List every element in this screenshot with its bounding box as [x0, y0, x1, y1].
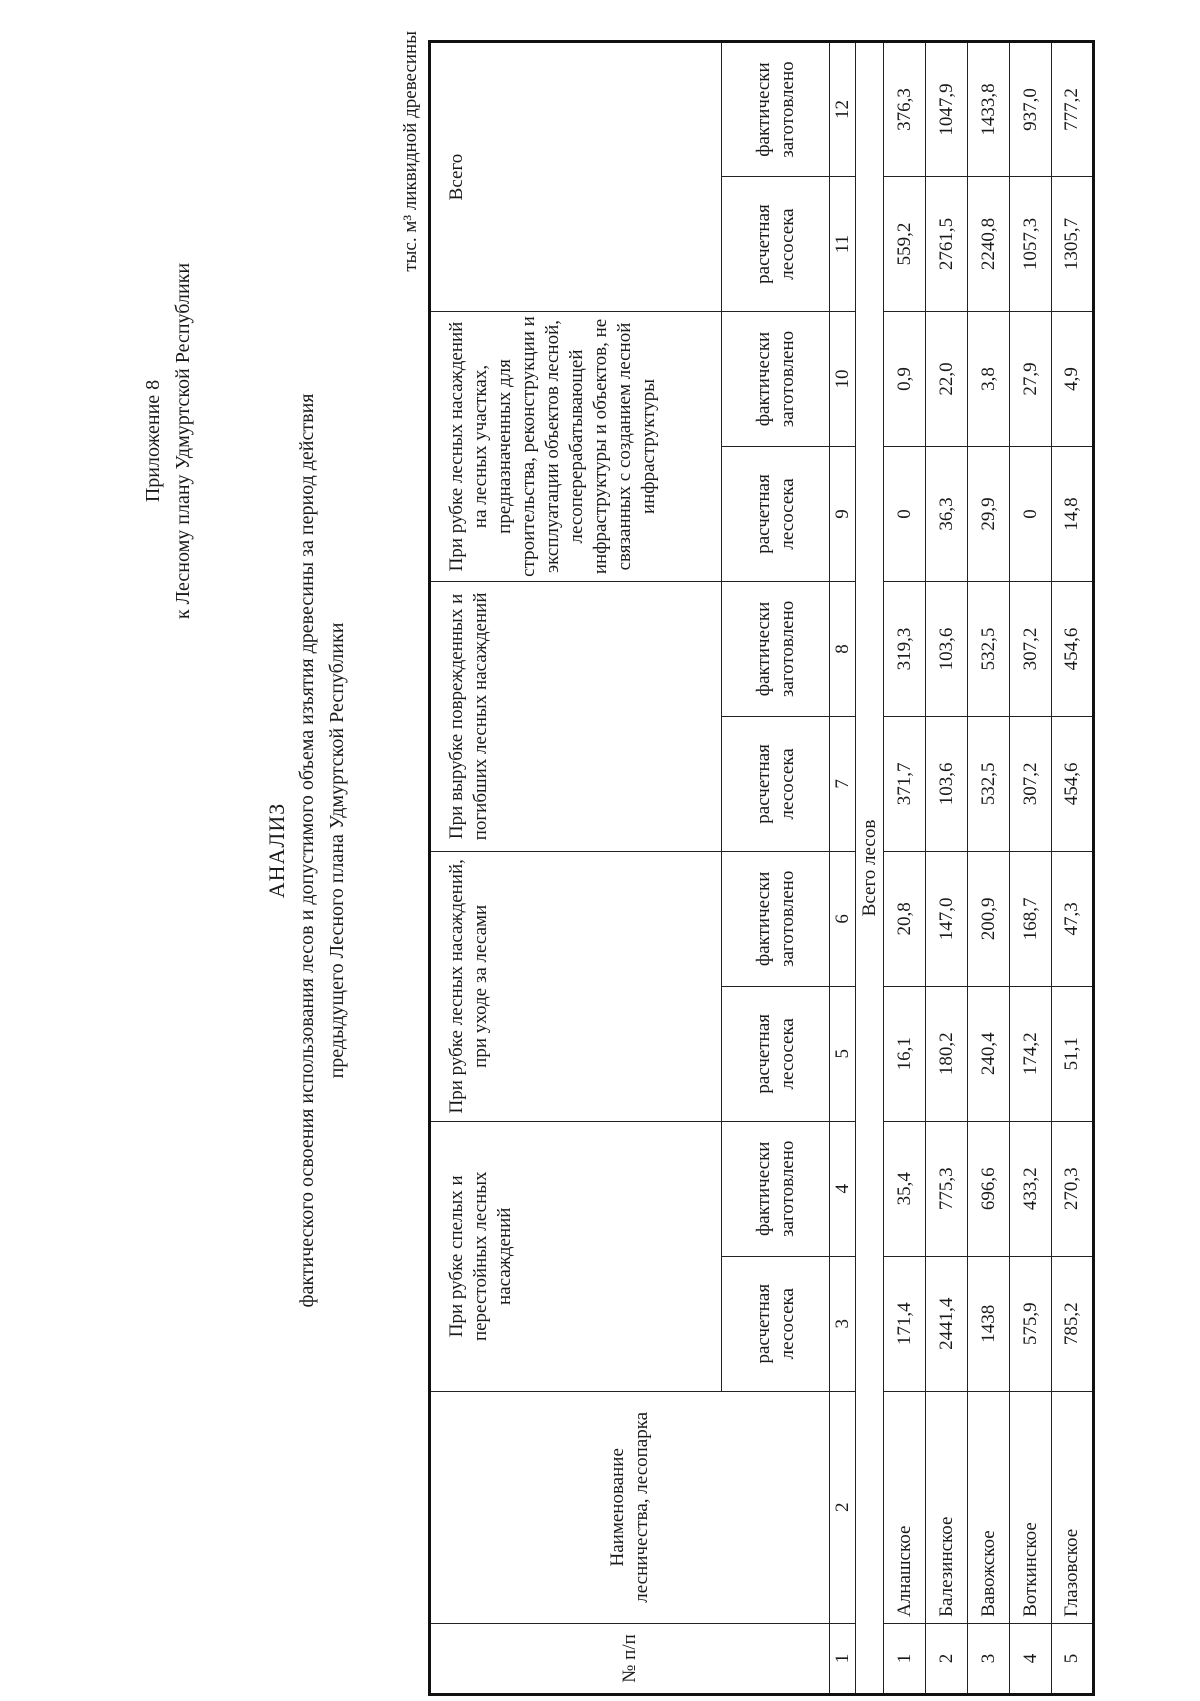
cell-value: 27,9 — [1010, 312, 1052, 447]
row-number: 2 — [926, 1623, 968, 1694]
cell-value: 777,2 — [1052, 42, 1094, 177]
col-number: 8 — [830, 581, 856, 716]
appendix-note — [138, 181, 198, 701]
unit-label: тыс. м³ ликвидной древесины — [400, 31, 421, 272]
title-line-1: фактического освоения использования лесов и допустимого объема изъятия древесины за период действия — [296, 393, 318, 1308]
title-line-2: предыдущего Лесного плана Удмуртской Республики — [326, 622, 348, 1079]
cell-value: 270,3 — [1052, 1121, 1094, 1256]
forestry-name: Вавожское — [968, 1391, 1010, 1623]
header-group-care: При рубке лесных насаждений, при уходе за лесами — [430, 851, 722, 1121]
sub-planned: расчетная лесосека — [722, 986, 830, 1121]
cell-value: 103,6 — [926, 581, 968, 716]
col-number: 3 — [830, 1256, 856, 1391]
sub-planned: расчетная лесосека — [722, 447, 830, 582]
section-row — [856, 42, 884, 1695]
col-number: 4 — [830, 1121, 856, 1256]
cell-value: 937,0 — [1010, 42, 1052, 177]
cell-value: 168,7 — [1010, 851, 1052, 986]
header-group-mature: При рубке спелых и перестойных лесных насаждений — [430, 1121, 722, 1391]
cell-value: 1438 — [968, 1256, 1010, 1391]
row-number: 3 — [968, 1623, 1010, 1694]
cell-value: 240,4 — [968, 986, 1010, 1121]
cell-value: 2240,8 — [968, 177, 1010, 312]
cell-value: 575,9 — [1010, 1256, 1052, 1391]
cell-value: 532,5 — [968, 716, 1010, 851]
cell-value: 785,2 — [1052, 1256, 1094, 1391]
cell-value: 22,0 — [926, 312, 968, 447]
table-row — [968, 42, 1010, 1695]
forestry-name: Воткинское — [1010, 1391, 1052, 1623]
col-number: 7 — [830, 716, 856, 851]
table-row — [884, 42, 926, 1695]
cell-value: 3,8 — [968, 312, 1010, 447]
cell-value: 1305,7 — [1052, 177, 1094, 312]
cell-value: 4,9 — [1052, 312, 1094, 447]
col-number: 5 — [830, 986, 856, 1121]
table-row — [926, 42, 968, 1695]
header-num: № п/п — [430, 1623, 830, 1694]
cell-value: 433,2 — [1010, 1121, 1052, 1256]
cell-value: 174,2 — [1010, 986, 1052, 1121]
cell-value: 51,1 — [1052, 986, 1094, 1121]
cell-value: 29,9 — [968, 447, 1010, 582]
forestry-name: Глазовское — [1052, 1391, 1094, 1623]
cell-value: 1047,9 — [926, 42, 968, 177]
cell-value: 559,2 — [884, 177, 926, 312]
title-main: АНАЛИЗ — [264, 802, 289, 899]
cell-value: 376,3 — [884, 42, 926, 177]
header-group-total: Всего — [430, 42, 722, 312]
sub-planned: расчетная лесосека — [722, 716, 830, 851]
col-number: 2 — [830, 1391, 856, 1623]
header-group-infrastructure: При рубке лесных насаждений на лесных участках, предназначенных для строительства, реконструкции и эксплуатации объектов лесной, лесоперерабатывающей инфраструктуры и объектов, не связанных с созданием лесной инфраструктуры — [430, 312, 722, 582]
cell-value: 200,9 — [968, 851, 1010, 986]
sub-planned: расчетная лесосека — [722, 177, 830, 312]
forestry-name: Балезинское — [926, 1391, 968, 1623]
cell-value: 307,2 — [1010, 716, 1052, 851]
cell-value: 36,3 — [926, 447, 968, 582]
col-number: 1 — [830, 1623, 856, 1694]
cell-value: 2441,4 — [926, 1256, 968, 1391]
sub-actual: фактически заготовлено — [722, 1121, 830, 1256]
cell-value: 532,5 — [968, 581, 1010, 716]
col-number: 12 — [830, 42, 856, 177]
cell-value: 20,8 — [884, 851, 926, 986]
row-number: 4 — [1010, 1623, 1052, 1694]
appendix-line-2: к Лесному плану Удмуртской Республики — [172, 262, 194, 620]
forestry-name: Алнашское — [884, 1391, 926, 1623]
cell-value: 696,6 — [968, 1121, 1010, 1256]
cell-value: 47,3 — [1052, 851, 1094, 986]
cell-value: 0,9 — [884, 312, 926, 447]
table-row — [1052, 42, 1094, 1695]
cell-value: 775,3 — [926, 1121, 968, 1256]
sub-actual: фактически заготовлено — [722, 312, 830, 447]
appendix-line-1: Приложение 8 — [142, 379, 164, 503]
header-group-damaged: При вырубке поврежденных и погибших лесных насаждений — [430, 581, 722, 851]
cell-value: 2761,5 — [926, 177, 968, 312]
table-row — [1010, 42, 1052, 1695]
col-number: 11 — [830, 177, 856, 312]
sub-actual: фактически заготовлено — [722, 851, 830, 986]
cell-value: 103,6 — [926, 716, 968, 851]
section-label: Всего лесов — [856, 42, 884, 1695]
analysis-table — [428, 40, 1095, 1696]
cell-value: 14,8 — [1052, 447, 1094, 582]
cell-value: 319,3 — [884, 581, 926, 716]
row-number: 5 — [1052, 1623, 1094, 1694]
sub-planned: расчетная лесосека — [722, 1256, 830, 1391]
document-title — [262, 0, 352, 1701]
cell-value: 180,2 — [926, 986, 968, 1121]
col-number: 10 — [830, 312, 856, 447]
cell-value: 371,7 — [884, 716, 926, 851]
cell-value: 0 — [884, 447, 926, 582]
cell-value: 171,4 — [884, 1256, 926, 1391]
column-number-row — [830, 42, 856, 1695]
cell-value: 454,6 — [1052, 581, 1094, 716]
cell-value: 0 — [1010, 447, 1052, 582]
row-number: 1 — [884, 1623, 926, 1694]
cell-value: 147,0 — [926, 851, 968, 986]
col-number: 6 — [830, 851, 856, 986]
header-name: Наименование лесничества, лесопарка — [430, 1391, 830, 1623]
cell-value: 1433,8 — [968, 42, 1010, 177]
cell-value: 454,6 — [1052, 716, 1094, 851]
cell-value: 1057,3 — [1010, 177, 1052, 312]
cell-value: 35,4 — [884, 1121, 926, 1256]
sub-actual: фактически заготовлено — [722, 42, 830, 177]
col-number: 9 — [830, 447, 856, 582]
cell-value: 307,2 — [1010, 581, 1052, 716]
cell-value: 16,1 — [884, 986, 926, 1121]
sub-actual: фактически заготовлено — [722, 581, 830, 716]
header-row-groups — [430, 42, 722, 1695]
